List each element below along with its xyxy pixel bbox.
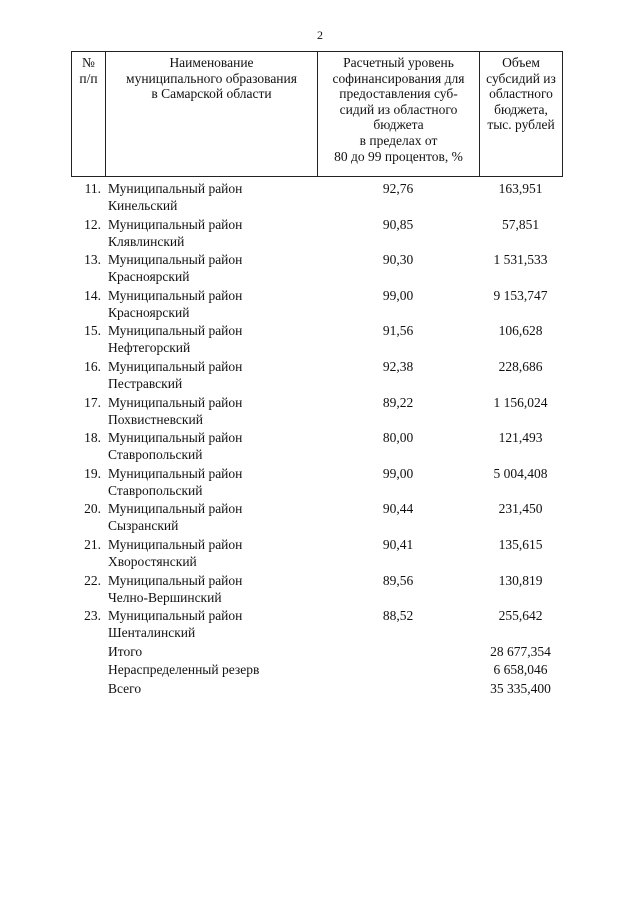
row-name [108,180,318,214]
row-name-line1: Муниципальный район [108,323,243,339]
header-line: тыс. рублей [487,117,555,133]
total-row [71,680,562,698]
row-subsidy: 130,819 [498,572,543,588]
row-name-line2: Сызранский [108,518,179,534]
total-label: Всего [108,680,142,696]
table-row [71,536,562,572]
row-name-line1: Муниципальный район [108,430,243,446]
header-line: предоставления суб- [339,86,458,102]
header-line: в Самарской области [151,86,272,102]
row-name-line2: Клявлинский [108,233,185,249]
table-totals [71,643,562,698]
header-line: п/п [79,70,98,86]
header-line: областного [489,86,553,102]
row-number: 13. [84,252,101,268]
row-name-line2: Шенталинский [108,625,196,641]
row-subsidy: 228,686 [498,358,543,374]
row-number: 14. [84,287,101,303]
row-name [108,607,318,641]
table-row [71,180,562,216]
row-number: 20. [84,501,101,517]
header-line: муниципального образования [126,70,297,86]
header-line: Объем [502,55,540,70]
row-name [108,287,318,321]
table-row [71,429,562,465]
table-row [71,607,562,643]
row-percent: 88,52 [382,608,414,624]
row-number: 16. [84,358,101,374]
row-percent: 90,30 [382,252,414,268]
row-name [108,572,318,606]
row-subsidy: 1 156,024 [493,394,548,410]
total-label: Нераспределенный резерв [108,662,260,678]
row-name-line1: Муниципальный район [108,394,243,410]
row-percent: 92,76 [382,181,414,196]
row-name-line2: Челно-Вершинский [108,589,222,605]
table-row [71,216,562,252]
row-name [108,429,318,463]
row-name-line1: Муниципальный район [108,358,243,374]
row-name-line1: Муниципальный район [108,608,243,624]
header-line: сидий из областного [339,101,458,117]
total-label: Итого [108,644,143,659]
row-name [108,465,318,499]
row-subsidy: 135,615 [498,536,543,552]
row-number: 22. [84,572,101,588]
row-subsidy: 9 153,747 [493,287,548,303]
row-percent: 89,56 [382,572,414,588]
page-number: 2 [317,28,323,42]
row-name-line1: Муниципальный район [108,287,243,303]
total-sum: 35 335,400 [490,680,551,696]
row-name-line2: Ставропольский [108,482,203,498]
row-name-line2: Нефтегорский [108,340,191,356]
header-line: в пределах от [359,132,438,148]
total-row [71,643,562,661]
table-row [71,358,562,394]
row-name [108,322,318,356]
row-name-line2: Красноярский [108,304,190,320]
row-name-line2: Кинельский [108,198,178,213]
row-percent: 90,41 [382,536,414,552]
header-num [72,52,106,177]
row-percent: 90,85 [382,216,414,232]
row-name-line2: Пестравский [108,375,183,391]
table-row [71,500,562,536]
row-subsidy: 231,450 [498,501,543,517]
total-sum: 6 658,046 [493,662,548,678]
row-name [108,251,318,285]
row-name [108,394,318,428]
row-name-line1: Муниципальный район [108,572,243,588]
row-number: 18. [84,430,101,446]
row-name [108,536,318,570]
row-number: 21. [84,536,101,552]
row-subsidy: 255,642 [498,608,543,624]
header-line: софинансирования для [332,70,465,86]
header-line: бюджета, [494,101,548,117]
row-name-line1: Муниципальный район [108,501,243,517]
row-number: 12. [84,216,101,232]
table-row [71,322,562,358]
row-name-line1: Муниципальный район [108,536,243,552]
row-subsidy: 106,628 [498,323,543,339]
header-line: Расчетный уровень [343,55,454,70]
row-number: 19. [84,465,101,481]
row-name-line1: Муниципальный район [108,252,243,268]
table-row [71,287,562,323]
row-name [108,216,318,250]
header-line: 80 до 99 процентов, % [334,148,463,164]
row-name-line2: Ставропольский [108,447,203,463]
header-line: Наименование [169,55,254,70]
row-percent: 99,00 [382,287,414,303]
row-name-line2: Похвистневский [108,411,203,427]
table-row [71,465,562,501]
row-number: 17. [84,394,101,410]
row-percent: 91,56 [382,323,414,339]
table-row [71,572,562,608]
row-subsidy: 121,493 [498,430,543,446]
row-name-line1: Муниципальный район [108,216,243,232]
row-subsidy: 57,851 [501,216,540,232]
table-header [71,51,563,177]
row-number: 23. [84,608,101,624]
header-line: № [82,55,95,70]
table-row [71,394,562,430]
header-line: субсидий из [486,70,556,86]
row-percent: 90,44 [382,501,414,517]
row-subsidy: 1 531,533 [493,252,548,268]
row-percent: 80,00 [382,430,414,446]
row-subsidy: 5 004,408 [493,465,548,481]
header-name [106,52,318,177]
row-name-line1: Муниципальный район [108,465,243,481]
row-name [108,500,318,534]
row-number: 11. [84,181,101,196]
row-name-line2: Хворостянский [108,553,197,569]
header-sum [480,52,563,177]
total-row [71,661,562,679]
row-name-line2: Красноярский [108,269,190,285]
header-line: бюджета [373,117,424,133]
table-row [71,251,562,287]
header-pct [318,52,480,177]
row-name [108,358,318,392]
row-name-line1: Муниципальный район [108,181,243,196]
table-body [71,180,562,643]
row-subsidy: 163,951 [498,181,543,196]
row-percent: 92,38 [382,358,414,374]
row-number: 15. [84,323,101,339]
total-sum: 28 677,354 [490,644,551,659]
row-percent: 89,22 [382,394,414,410]
row-percent: 99,00 [382,465,414,481]
